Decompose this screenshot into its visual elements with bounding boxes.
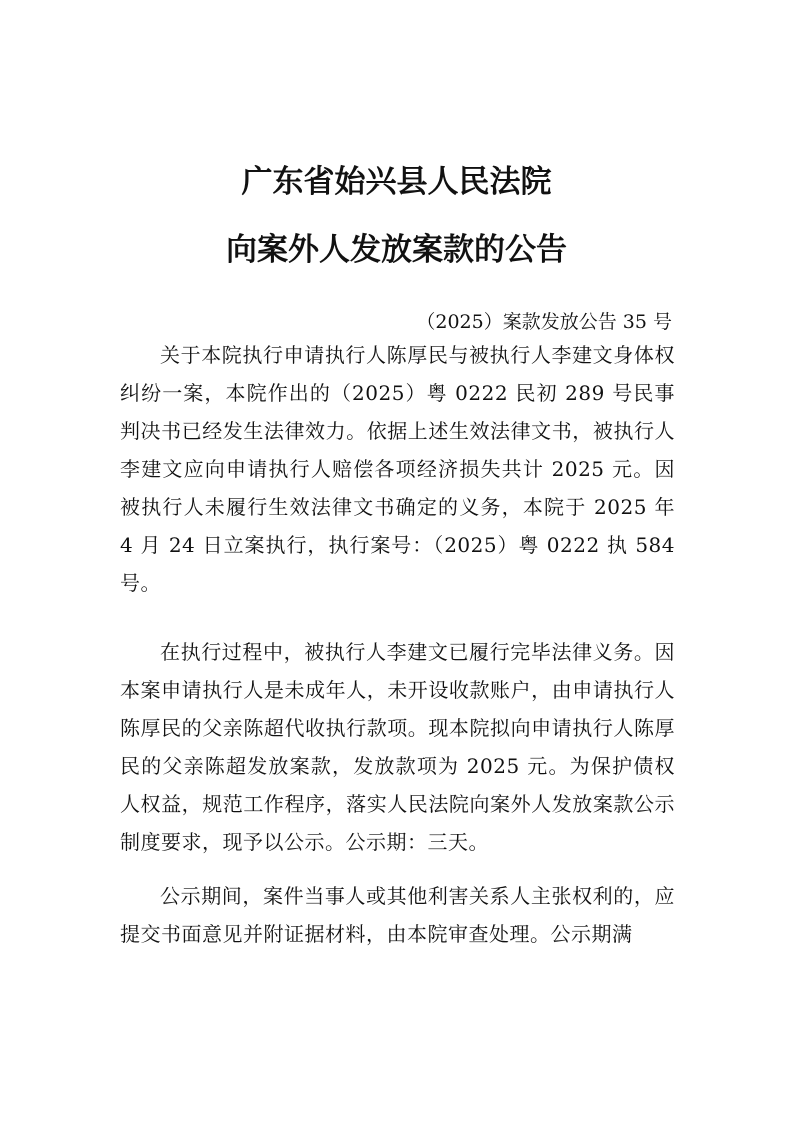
document-title-announcement: 向案外人发放案款的公告	[226, 232, 567, 268]
document-title-court: 广东省始兴县人民法院	[241, 164, 552, 200]
paragraph-payment-arrangement: 在执行过程中，被执行人李建文已履行完毕法律义务。因本案申请执行人是未成年人，未开设收款账户，由申请执行人陈厚民的父亲陈超代收执行款项。现本院拟向申请执行人陈厚民的父亲陈超发放案款，发放款项为 2025 元。为保护债权人权益，规范工作程序，落实人民法院向案外人发放案款公示制度要求，现予以公示。公示期：三天。	[120, 640, 675, 854]
paragraph-objection-period: 公示期间，案件当事人或其他利害关系人主张权利的，应提交书面意见并附证据材料，由本院审查处理。公示期满	[120, 884, 675, 946]
paragraph-case-background: 关于本院执行申请执行人陈厚民与被执行人李建文身体权纠纷一案，本院作出的（2025）粤 0222 民初 289 号民事判决书已经发生法律效力。依据上述生效法律文书，被执行人李建文应向申请执行人赔偿各项经济损失共计 2025 元。因被执行人未履行生效法律文书确定的义务，本院于 2025 年 4 月 24 日立案执行，执行案号：（2025）粤 0222 执 584 号。	[120, 343, 675, 595]
document-number: （2025）案款发放公告 35 号	[416, 311, 672, 333]
